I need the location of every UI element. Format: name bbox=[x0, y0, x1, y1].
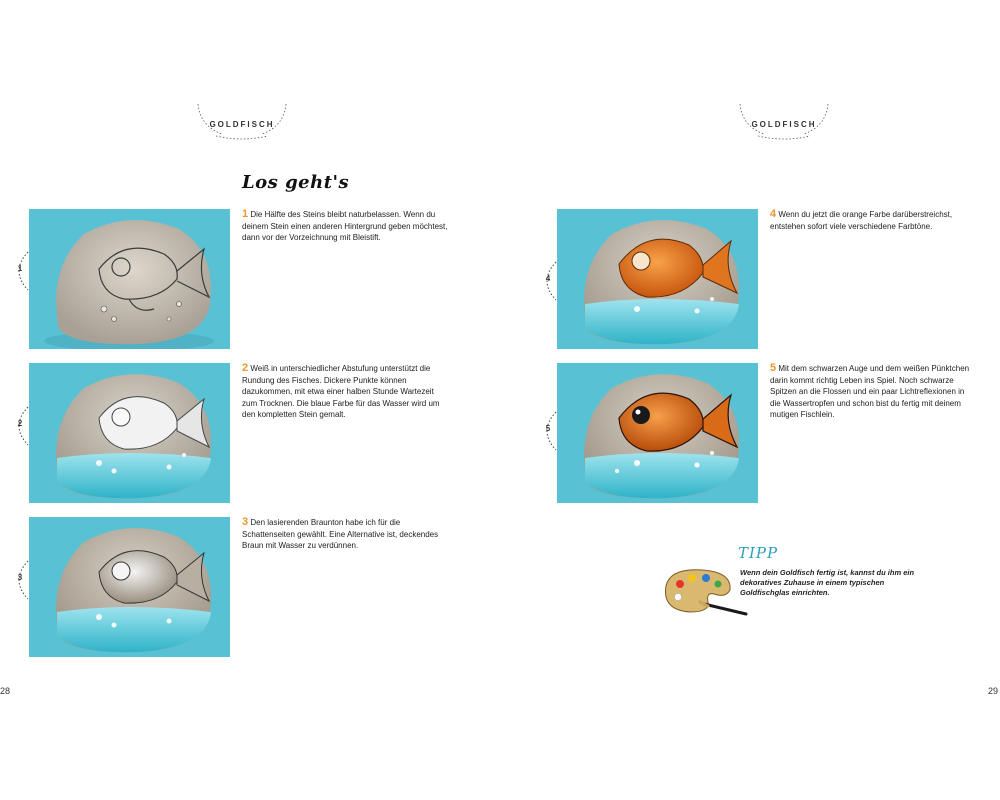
step-4-text bbox=[770, 209, 976, 232]
step-number: 2 bbox=[242, 362, 249, 374]
step-5-photo bbox=[557, 363, 758, 503]
chapter-header-left bbox=[192, 96, 292, 144]
step-description: Die Hälfte des Steins bleibt naturbelassen. Wenn du deinem Stein einen anderen Hintergrund geben möchtest, dann vor der Vorzeichnung mit Bleistift. bbox=[242, 210, 448, 242]
step-2-photo bbox=[29, 363, 230, 503]
tip-text: Wenn dein Goldfisch fertig ist, kannst du ihm ein dekoratives Zuhause in einem typischen Goldfischglas einrichten. bbox=[740, 568, 915, 597]
step-2-text bbox=[242, 363, 448, 421]
paint-palette-icon bbox=[660, 564, 750, 618]
step-description: Den lasierenden Braunton habe ich für die Schattenseiten gewählt. Eine Alternative ist, deckendes Braun mit Wasser zu verdünnen. bbox=[242, 518, 439, 550]
step-1-photo bbox=[29, 209, 230, 349]
step-marker-number: 5 bbox=[545, 424, 551, 433]
step-number: 5 bbox=[770, 362, 777, 374]
right-page bbox=[500, 0, 1000, 800]
step-number: 4 bbox=[770, 208, 777, 220]
step-3-photo bbox=[29, 517, 230, 657]
tip-title: TIPP bbox=[738, 544, 779, 562]
step-marker-number: 1 bbox=[17, 264, 23, 273]
step-number: 3 bbox=[242, 516, 249, 528]
step-description: Wenn du jetzt die orange Farbe darüberstreichst, entstehen sofort viele verschiedene Farbtöne. bbox=[770, 210, 953, 231]
step-1-text bbox=[242, 209, 448, 244]
step-description: Weiß in unterschiedlicher Abstufung unterstützt die Rundung des Fisches. Dickere Punkte können dazukommen, mit etwa einer halben Stunde Wartezeit zum Trocknen. Die blaue Farbe für das Wasser wird um den kompletten Stein gemalt. bbox=[242, 364, 440, 419]
step-description: Mit dem schwarzen Auge und dem weißen Pünktchen darin kommt richtig Leben ins Spiel. Noch schwarze Spitzen an die Flossen und ein paar Lichtreflexionen in die Wassertropfen und schon bist du fertig mit deinem mutigen Fischlein. bbox=[770, 364, 970, 419]
step-marker-number: 3 bbox=[17, 573, 23, 582]
step-marker-number: 2 bbox=[17, 419, 23, 428]
step-marker-number: 4 bbox=[545, 274, 551, 283]
section-title: Los geht's bbox=[242, 172, 350, 193]
page-number-left: 28 bbox=[0, 686, 11, 696]
chapter-title: GOLDFISCH bbox=[209, 120, 275, 129]
step-4-photo bbox=[557, 209, 758, 349]
chapter-title: GOLDFISCH bbox=[751, 120, 817, 129]
step-5-text bbox=[770, 363, 976, 421]
step-3-text bbox=[242, 517, 448, 552]
step-number: 1 bbox=[242, 208, 249, 220]
chapter-header-right bbox=[734, 96, 834, 144]
page-number-right: 29 bbox=[988, 686, 999, 696]
